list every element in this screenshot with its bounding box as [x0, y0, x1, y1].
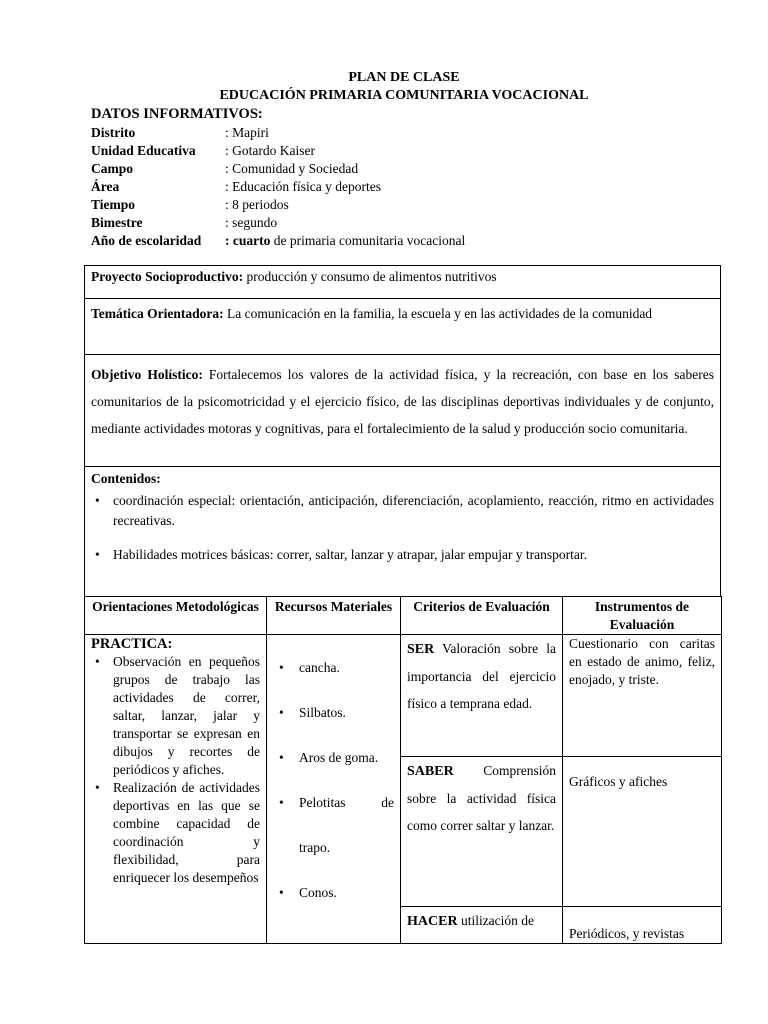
info-row-distrito	[91, 124, 731, 142]
info-value: : Comunidad y Sociedad	[225, 161, 359, 176]
criteria-text: utilización de	[457, 913, 535, 928]
criteria-label: SER	[407, 642, 435, 657]
plan-table	[84, 596, 722, 944]
info-row-area	[91, 178, 731, 196]
page-subtitle: EDUCACIÓN PRIMARIA COMUNITARIA VOCACIONAL	[219, 88, 589, 103]
info-value: : 8 periodos	[225, 197, 289, 212]
table-header-row	[85, 597, 722, 635]
criteria-label: SABER	[407, 764, 454, 779]
instrument-text: Periódicos, y revistas	[569, 926, 685, 941]
list-item: • cancha.	[299, 645, 394, 690]
proyecto-box	[84, 265, 721, 299]
info-value	[225, 232, 731, 250]
info-label: Distrito	[91, 125, 136, 140]
header-criterios: Criterios de Evaluación	[401, 597, 563, 635]
objetivo-box	[84, 354, 721, 467]
info-value: : Gotardo Kaiser	[225, 143, 315, 158]
objetivo-label: Objetivo Holístico:	[91, 367, 203, 382]
info-label: Año de escolaridad	[91, 233, 202, 248]
info-label: Área	[91, 179, 120, 194]
proyecto-text: producción y consumo de alimentos nutritivos	[243, 269, 497, 284]
practica-label: PRACTICA:	[91, 636, 173, 652]
info-value: : Mapiri	[225, 125, 269, 140]
methods-list	[91, 653, 260, 887]
tematica-text: La comunicación en la familia, la escuela y en las actividades de la comunidad	[223, 306, 653, 321]
criteria-hacer-cell	[401, 907, 563, 944]
header-recursos: Recursos Materiales	[267, 597, 401, 635]
instrument-text: Gráficos y afiches	[569, 774, 668, 789]
tematica-label: Temática Orientadora:	[91, 306, 224, 321]
info-row-escolaridad	[91, 232, 731, 250]
list-item: • Conos.	[299, 870, 394, 915]
table-row	[85, 635, 722, 757]
list-item: • Pelotitas de trapo.	[299, 780, 394, 870]
list-item: • coordinación especial: orientación, anticipación, diferenciación, acoplamiento, reacción, ritmo en actividades recreativas.	[113, 491, 714, 531]
info-value-bold: : cuarto	[225, 233, 271, 248]
info-row-bimestre	[91, 214, 731, 232]
criteria-text: Valoración sobre la importancia del ejercicio físico a temprana edad.	[407, 641, 556, 711]
criteria-ser-cell	[401, 635, 563, 757]
info-label: Campo	[91, 161, 134, 176]
contenidos-box	[84, 466, 721, 597]
list-item: • Observación en pequeños grupos de trabajo las actividades de correr, saltar, lanzar, jalar y transportar se expresan en dibujos y recortes de periódicos y afiches.	[113, 653, 260, 779]
page-title: PLAN DE CLASE	[348, 70, 460, 85]
info-label: Unidad Educativa	[91, 143, 196, 158]
contenidos-list	[91, 491, 714, 565]
instrument-text: Cuestionario con caritas en estado de animo, feliz, enojado, y triste.	[569, 636, 715, 687]
list-item: • Silbatos.	[299, 690, 394, 735]
info-row-unidad	[91, 142, 731, 160]
list-item: • Habilidades motrices básicas: correr, saltar, lanzar y atrapar, jalar empujar y transportar.	[113, 545, 714, 565]
contenidos-label: Contenidos:	[91, 471, 161, 486]
tematica-box	[84, 298, 721, 355]
proyecto-label: Proyecto Socioproductivo:	[91, 269, 244, 284]
info-label: Bimestre	[91, 215, 143, 230]
instrument-cell	[563, 635, 722, 757]
instrument-cell	[563, 907, 722, 944]
info-label: Tiempo	[91, 197, 136, 212]
section-heading: DATOS INFORMATIVOS:	[91, 106, 263, 122]
list-item: • Aros de goma.	[299, 735, 394, 780]
header-orientaciones: Orientaciones Metodológicas	[85, 597, 267, 635]
info-row-tiempo	[91, 196, 731, 214]
resources-list	[273, 645, 394, 915]
instrument-cell	[563, 757, 722, 907]
objetivo-text: Fortalecemos los valores de la actividad física, y la recreación, con base en los saberes comunitarios de la psicomotricidad y el ejercicio físico, de las disciplinas deportivas individuales y de conjunto, mediante actividades motoras y cognitivas, para el fortalecimiento de la salud y producción socio comunitaria.	[91, 367, 715, 436]
criteria-saber-cell	[401, 757, 563, 907]
criteria-label: HACER	[407, 914, 458, 929]
header-instrumentos: Instrumentos de Evaluación	[563, 597, 722, 635]
methods-cell	[85, 635, 267, 944]
info-row-campo	[91, 160, 731, 178]
info-block	[91, 124, 731, 250]
info-value: : segundo	[225, 215, 278, 230]
resources-cell	[267, 635, 401, 944]
list-item: • Realización de actividades deportivas en las que se combine capacidad de coordinación y flexibilidad, para enriquecer los desempeños	[113, 779, 260, 887]
info-value: : Educación física y deportes	[225, 179, 381, 194]
info-value-rest: de primaria comunitaria vocacional	[270, 233, 466, 248]
criteria-text: Comprensión sobre la actividad física como correr saltar y lanzar.	[407, 763, 556, 833]
